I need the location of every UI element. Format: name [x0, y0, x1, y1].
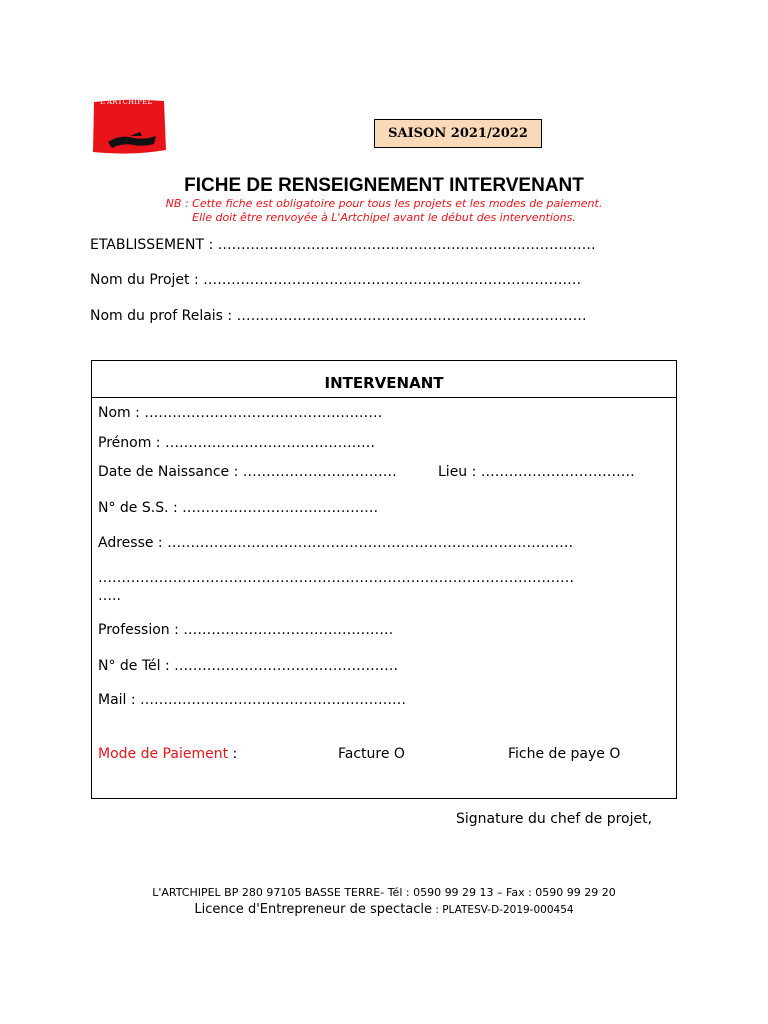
footer-address: L'ARTCHIPEL BP 280 97105 BASSE TERRE- Tél : 0590 99 29 13 – Fax : 0590 99 29 20 — [152, 886, 616, 899]
facture-option[interactable]: Facture O — [338, 746, 405, 762]
mode-paiement-colon: : — [228, 746, 238, 762]
page-title: FICHE DE RENSEIGNEMENT INTERVENANT — [184, 175, 584, 196]
footer-licence-label: Licence d'Entrepreneur de spectacle — [194, 902, 433, 917]
ss-number-field[interactable]: N° de S.S. : …………………………………… — [98, 500, 379, 516]
adresse-line2-field[interactable]: ………………………………………………………………………………………… — [98, 570, 574, 586]
nom-field[interactable]: Nom : …………………………………………… — [98, 405, 383, 421]
logo-graphic — [90, 98, 168, 156]
adresse-field[interactable]: Adresse : …………………………………………………………………………… — [98, 535, 574, 551]
mail-field[interactable]: Mail : ………………………………………………… — [98, 692, 407, 708]
adresse-line3-field[interactable]: ….. — [98, 588, 121, 604]
projet-field[interactable]: Nom du Projet : ……………………………………………………………………… — [90, 272, 582, 288]
profession-field[interactable]: Profession : ……………………………………… — [98, 622, 394, 638]
date-naissance-field[interactable]: Date de Naissance : …………………………… — [98, 464, 397, 480]
mode-paiement-label — [98, 746, 237, 762]
lieu-field[interactable]: Lieu : …………………………… — [438, 464, 635, 480]
logo-text: L'ARTCHIPEL — [100, 98, 153, 106]
signature-label: Signature du chef de projet, — [456, 811, 653, 827]
intervenant-header: INTERVENANT — [92, 361, 676, 398]
footer-licence-number: : PLATESV-D-2019-000454 — [432, 904, 574, 916]
prenom-field[interactable]: Prénom : ……………………………………… — [98, 435, 375, 451]
fiche-paye-option[interactable]: Fiche de paye O — [508, 746, 621, 762]
nb-note-line2: Elle doit être renvoyée à L'Artchipel avant le début des interventions. — [192, 211, 576, 224]
saison-badge: SAISON 2021/2022 — [374, 119, 542, 148]
mode-paiement-text: Mode de Paiement — [98, 746, 229, 762]
artchipel-logo — [90, 98, 168, 156]
etablissement-field[interactable]: ETABLISSEMENT : ……………………………………………………………………… — [90, 237, 596, 253]
telephone-field[interactable]: N° de Tél : ………………………………………… — [98, 658, 399, 674]
nb-note-line1: NB : Cette fiche est obligatoire pour tous les projets et les modes de paiement. — [165, 197, 603, 210]
prof-relais-field[interactable]: Nom du prof Relais : ………………………………………………………………… — [90, 308, 587, 324]
footer-licence — [0, 902, 768, 917]
